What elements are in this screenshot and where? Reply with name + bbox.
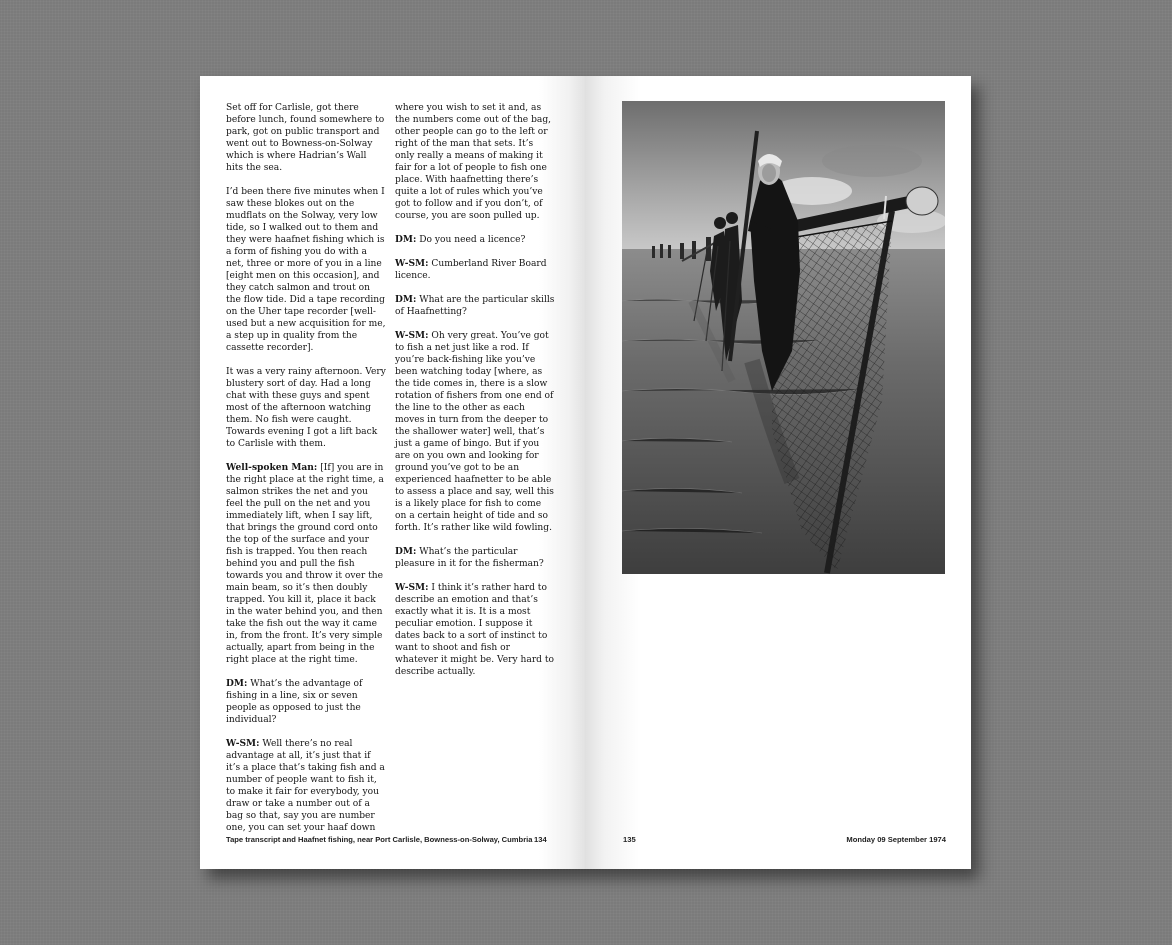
paragraph-text: [If] you are in the right place at the right time, a salmon strikes the net and you feel the pull on the net and you immediately lift, when I say lift, that brings the ground cord onto the top of the surface and your fish is trapped. You then reach behind you and pull the fish towards you and throw it over the main beam, so it’s then doubly trapped. You kill it, place it back in the water behind you, and then take the fish out the way it came in, from the front. It’s very simple actually, apart from being in the right place at the right time. bbox=[226, 463, 384, 665]
speaker-label: W-SM: bbox=[395, 330, 429, 341]
paragraph bbox=[395, 294, 555, 318]
paragraph bbox=[226, 462, 386, 666]
haafnet-fishing-photo bbox=[622, 101, 945, 574]
speaker-label: W-SM: bbox=[226, 738, 260, 749]
speaker-label: W-SM: bbox=[395, 258, 429, 269]
paragraph-text: I think it’s rather hard to describe an emotion and that’s exactly what it is. It is a most peculiar emotion. I suppose it dates back to a sort of instinct to want to shoot and fish or whatever it might be. Very hard to describe actually. bbox=[395, 583, 555, 677]
paragraph-text: where you wish to set it and, as the numbers come out of the bag, other people can go to the left or right of the man that sets. It’s only really a means of making it fair for a lot of people to fish one place. With haafnetting there’s quite a lot of rules which you’ve got to follow and if you don’t, of course, you are soon pulled up. bbox=[395, 103, 552, 221]
book-spread bbox=[200, 76, 971, 869]
paragraph-text: I’d been there five minutes when I saw these blokes out on the mudflats on the Solway, very low tide, so I walked out to them and they were haafnet fishing which is a form of fishing you do with a net, three or more of you in a line [eight men on this occasion], and they catch salmon and trout on the flow tide. Did a tape recording on the Uher tape recorder [well-used but a new acquisition for me, a step up in quality from the cassette recorder]. bbox=[226, 187, 386, 353]
photo-caption: Tape transcript and Haafnet fishing, near Port Carlisle, Bowness-on-Solway, Cumbria bbox=[226, 835, 533, 844]
text-column-2 bbox=[395, 102, 555, 690]
paragraph bbox=[395, 546, 555, 570]
paragraph-text: Well there’s no real advantage at all, it’s just that if it’s a place that’s taking fish and a number of people want to fish it, to make it fair for everybody, you draw or take a number out of a bag so that, say you are number one, you can set your haaf down bbox=[226, 739, 385, 833]
paragraph-text: Cumberland River Board licence. bbox=[395, 259, 547, 281]
paragraph bbox=[226, 186, 386, 354]
paragraph-text: What are the particular skills of Haafnetting? bbox=[395, 295, 555, 317]
speaker-label: DM: bbox=[395, 294, 417, 305]
paragraph bbox=[395, 102, 555, 222]
paragraph bbox=[395, 234, 555, 246]
speaker-label: Well-spoken Man: bbox=[226, 462, 318, 473]
paragraph bbox=[395, 258, 555, 282]
paragraph-text: What’s the advantage of fishing in a line, six or seven people as opposed to just the individual? bbox=[226, 679, 363, 725]
left-page bbox=[200, 76, 585, 869]
page-number-left: 134 bbox=[534, 835, 547, 844]
right-page bbox=[585, 76, 971, 869]
speaker-label: DM: bbox=[395, 234, 417, 245]
paragraph-text: Do you need a licence? bbox=[419, 235, 526, 245]
paragraph-text: Oh very great. You’ve got to fish a net just like a rod. If you’re back-fishing like you’ve been watching today [where, as the tide comes in, there is a slow rotation of fishers from one end of the line to the other as each moves in turn from the deeper to the shallower water] well, that’s just a game of bingo. But if you are on you own and looking for ground you’ve got to be an experienced haafnetter to be able to assess a place and say, well this is a likely place for fish to come on a certain height of tide and so forth. It’s rather like wild fowling. bbox=[395, 331, 554, 533]
paragraph-text: Set off for Carlisle, got there before lunch, found somewhere to park, got on public transport and went out to Bowness-on-Solway which is where Hadrian’s Wall hits the sea. bbox=[226, 103, 385, 173]
paragraph bbox=[226, 102, 386, 174]
paragraph bbox=[226, 366, 386, 450]
paragraph-text: What’s the particular pleasure in it for the fisherman? bbox=[395, 547, 544, 569]
page-number-right: 135 bbox=[623, 835, 636, 844]
paragraph bbox=[395, 330, 555, 534]
paragraph bbox=[395, 582, 555, 678]
diary-date: Monday 09 September 1974 bbox=[846, 835, 946, 844]
text-column-1 bbox=[226, 102, 386, 846]
speaker-label: DM: bbox=[395, 546, 417, 557]
speaker-label: DM: bbox=[226, 678, 248, 689]
speaker-label: W-SM: bbox=[395, 582, 429, 593]
paragraph bbox=[226, 678, 386, 726]
paragraph bbox=[226, 738, 386, 834]
paragraph-text: It was a very rainy afternoon. Very blustery sort of day. Had a long chat with these guys and spent most of the afternoon watching them. No fish were caught. Towards evening I got a lift back to Carlisle with them. bbox=[226, 367, 386, 449]
